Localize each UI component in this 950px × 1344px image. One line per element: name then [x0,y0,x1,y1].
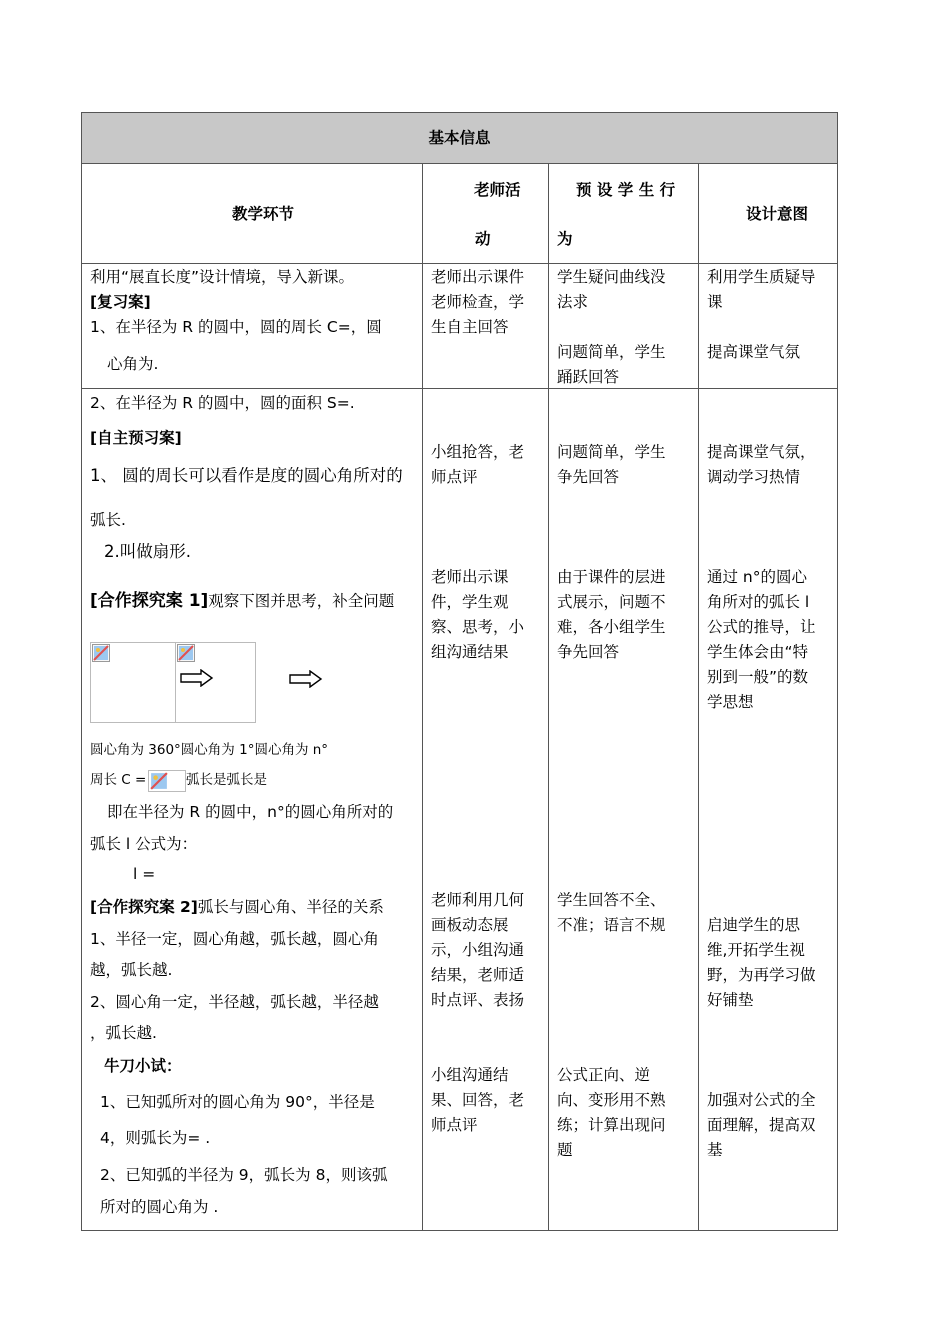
right-arrow-icon [289,670,323,688]
row2-intent-line: 学生体会由“特 [707,643,809,661]
row2-preview-q2: 2.叫做扇形. [104,542,191,561]
explore2-q1-cont: 越，弧长越. [90,961,173,979]
header-student-behavior-line2: 为 [557,230,573,248]
col-divider-3 [698,163,699,1230]
row1-student-line: 法求 [557,293,589,311]
right-arrow-icon [180,669,214,687]
row1-teacher-line: 生自主回答 [431,318,509,336]
row1-text-intro: 利用“展直长度”设计情境，导入新课。 [90,268,355,286]
col-divider-2 [548,163,549,1230]
figure-caption-angles: 圆心角为 360°圆心角为 1°圆心角为 n° [90,742,329,758]
row-divider [82,388,837,389]
formula-image-placeholder [148,770,186,792]
broken-image-icon [92,644,110,662]
row2-intent-line: 通过 n°的圆心 [707,568,808,586]
lesson-plan-table [81,112,838,1231]
header-teacher-activity-line1: 老师活 [474,181,521,199]
circumference-label: 周长 C = [90,772,147,788]
row1-intent-line: 提高课堂气氛 [707,343,801,361]
header-design-intent: 设计意图 [746,205,809,223]
row2-student-line: 练；计算出现问 [557,1116,666,1134]
table-title: 基本信息 [428,129,491,147]
row2-teacher-line: 老师利用几何 [431,891,525,909]
row2-student-line: 争先回答 [557,468,620,486]
row2-teacher-line: 小组沟通结 [431,1066,509,1084]
row2-student-line: 由于课件的层进 [557,568,666,586]
row1-teacher-line: 老师出示课件 [431,268,525,286]
row2-student-line: 问题简单，学生 [557,443,666,461]
explore2-q2-cont: ，弧长越. [90,1024,157,1042]
row2-area-question: 2、在半径为 R 的圆中，圆的面积 S=. [90,394,355,412]
quick-test-q1-cont: 4，则弧长为= . [100,1129,211,1147]
row2-student-line: 公式正向、逆 [557,1066,651,1084]
row1-teacher-line: 老师检查，学 [431,293,525,311]
row2-student-line: 不准；语言不规 [557,916,666,934]
row2-teacher-line: 画板动态展 [431,916,509,934]
row1-question1-cont: 心角为. [107,355,159,373]
header-student-behavior-line1: 预 设 学 生 行 [576,181,676,199]
explore1-prompt: 观察下图并思考，补全问题 [208,592,395,610]
row2-teacher-line: 师点评 [431,1116,478,1134]
row2-intent-line: 角所对的弧长 l [707,593,810,611]
row1-intent-line: 利用学生质疑导 [707,268,816,286]
header-teacher-activity-line2: 动 [475,230,491,248]
row2-preview-q1: 1、 圆的周长可以看作是度的圆心角所对的 [90,466,403,485]
row2-student-line: 难，各小组学生 [557,618,666,636]
row2-teacher-line: 组沟通结果 [431,643,509,661]
broken-image-icon [177,644,195,662]
explore2-q1: 1、半径一定，圆心角越，弧长越，圆心角 [90,930,379,948]
row2-intent-line: 好铺垫 [707,991,754,1009]
row2-intent-line: 启迪学生的思 [707,916,801,934]
row2-student-line: 式展示，问题不 [557,593,666,611]
row2-intent-line: 公式的推导，让 [707,618,816,636]
quick-test-q1: 1、已知弧所对的圆心角为 90°，半径是 [100,1093,375,1111]
arc-formula-blank: l = [133,865,156,883]
row2-preview-q1-cont: 弧长. [90,511,126,529]
col-divider-1 [422,163,423,1230]
row2-teacher-line: 察、思考，小 [431,618,525,636]
row2-teacher-line: 师点评 [431,468,478,486]
row2-preview-heading: [自主预习案] [90,429,182,447]
row2-intent-line: 面理解，提高双 [707,1116,816,1134]
row2-teacher-line: 示，小组沟通 [431,941,525,959]
explore2-heading: [合作探究案 2] [90,898,198,916]
row2-student-line: 学生回答不全、 [557,891,666,909]
row1-student-line: 问题简单，学生 [557,343,666,361]
header-teaching-step: 教学环节 [232,205,295,223]
row2-student-line: 题 [557,1141,573,1159]
row2-teacher-line: 果、回答，老 [431,1091,525,1109]
row1-intent-line: 课 [707,293,723,311]
row1-question1: 1、在半径为 R 的圆中，圆的周长 C=，圆 [90,318,382,336]
row2-explore1-line [90,589,394,614]
arc-formula-sentence: 即在半径为 R 的圆中，n°的圆心角所对的 [107,803,394,821]
row2-intent-line: 维,开拓学生视 [707,941,805,959]
explore1-heading: [合作探究案 1] [90,591,209,611]
figure-circle-360 [90,642,176,723]
row2-intent-line: 别到一般”的数 [707,668,809,686]
row2-intent-line: 学思想 [707,693,754,711]
row2-student-line: 争先回答 [557,643,620,661]
row2-teacher-line: 老师出示课 [431,568,509,586]
row2-intent-line: 调动学习热情 [707,468,801,486]
quick-test-heading: 牛刀小试： [104,1057,182,1075]
row2-teacher-line: 小组抢答，老 [431,443,525,461]
quick-test-q2: 2、已知弧的半径为 9，弧长为 8，则该弧 [100,1166,388,1184]
row2-student-line: 向、变形用不熟 [557,1091,666,1109]
explore2-prompt: 弧长与圆心角、半径的关系 [197,898,384,916]
arc-length-caption: 弧长是弧长是 [186,772,267,788]
row2-intent-line: 加强对公式的全 [707,1091,816,1109]
title-divider [82,163,837,164]
row1-review-heading: [复习案] [90,293,151,311]
header-divider [82,263,837,264]
row2-explore2-line [90,895,384,920]
arc-formula-sentence-cont: 弧长 l 公式为： [90,835,198,853]
row2-teacher-line: 结果，老师适 [431,966,525,984]
row2-intent-line: 提高课堂气氛， [707,443,816,461]
row2-teacher-line: 时点评、表扬 [431,991,525,1009]
row2-intent-line: 野，为再学习做 [707,966,816,984]
row1-student-line: 踊跃回答 [557,368,620,386]
row1-student-line: 学生疑问曲线没 [557,268,666,286]
explore2-q2: 2、圆心角一定，半径越，弧长越，半径越 [90,993,379,1011]
quick-test-q2-cont: 所对的圆心角为 . [100,1198,219,1216]
row2-teacher-line: 件，学生观 [431,593,509,611]
row2-intent-line: 基 [707,1141,723,1159]
